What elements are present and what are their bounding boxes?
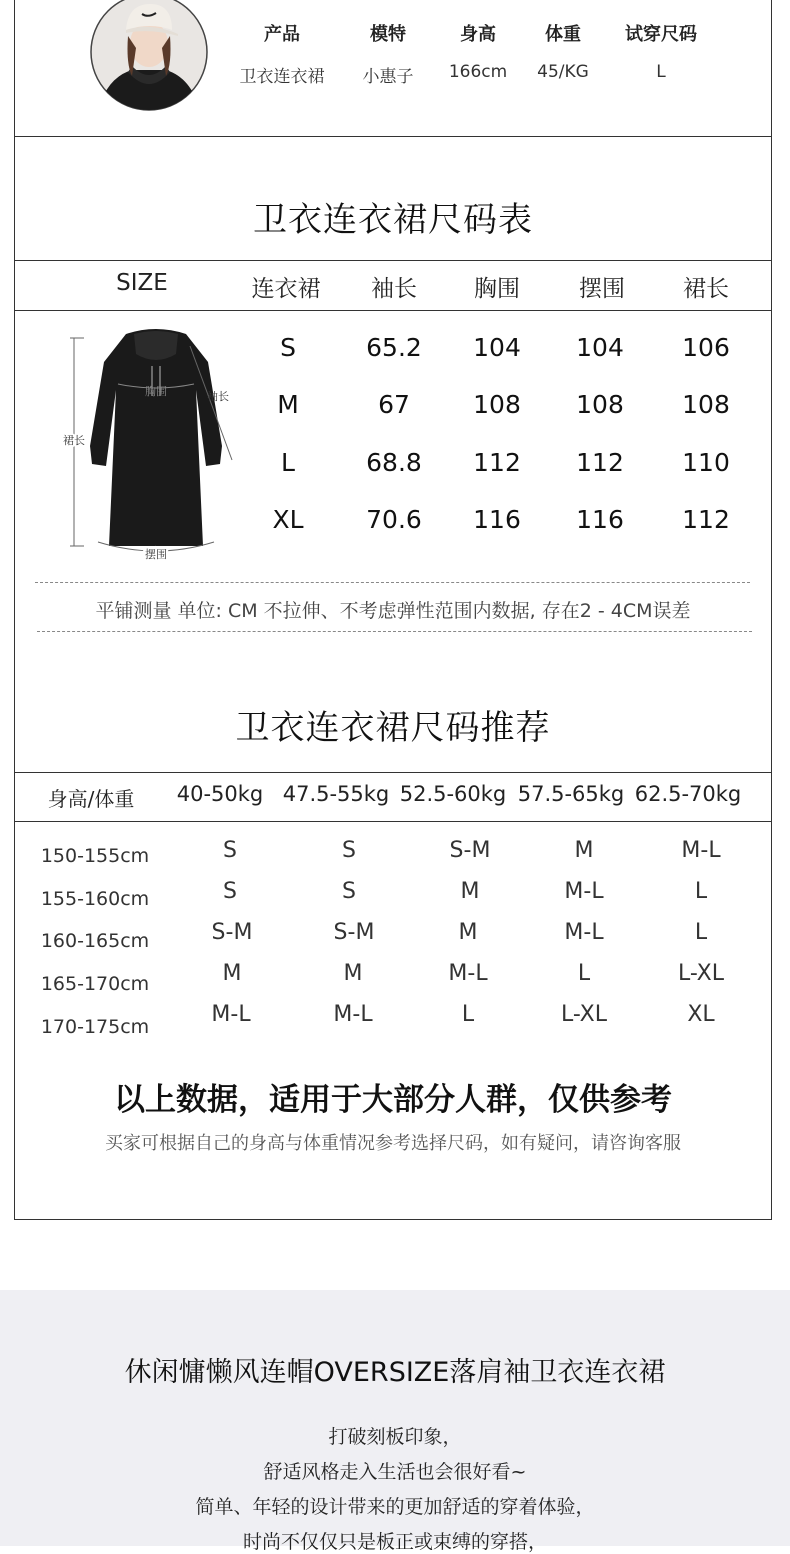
length-cell: 108 [682, 390, 730, 419]
size-header-length: 裙长 [683, 276, 729, 302]
size-cell: L [281, 448, 295, 477]
model-avatar [88, 0, 210, 112]
recommend-size-cell: M-L [333, 1002, 373, 1027]
recommend-size-cell: XL [687, 1002, 715, 1027]
recommend-size-cell: S-M [449, 838, 491, 863]
model-value-weight: 45/KG [537, 62, 589, 82]
chest-cell: 112 [473, 448, 521, 477]
model-header-height: 身高 [460, 24, 496, 45]
reference-summary: 以上数据，适用于大部分人群，仅供参考 [114, 1082, 672, 1118]
weight-header: 47.5-55kg [282, 782, 390, 806]
recommend-size-cell: S [342, 879, 356, 904]
recommend-size-cell: L-XL [677, 961, 725, 986]
hem-cell: 104 [576, 333, 624, 362]
intro-line: 简单、年轻的设计带来的更加舒适的穿着体验， [195, 1496, 595, 1518]
diagram-label-chest: 胸围 [145, 385, 167, 398]
recommend-size-cell: L [694, 879, 708, 904]
recommend-size-cell: M [343, 961, 363, 986]
recommend-size-cell: M-L [564, 879, 604, 904]
divider [14, 260, 772, 261]
chest-cell: 104 [473, 333, 521, 362]
recommend-size-cell: L [577, 961, 591, 986]
height-weight-header: 身高/体重 [47, 787, 135, 811]
divider [14, 821, 772, 822]
size-header-size: SIZE [116, 270, 168, 296]
size-header-hem: 摆围 [579, 276, 625, 302]
sleeve-cell: 65.2 [366, 333, 422, 362]
size-header-dress: 连衣裙 [251, 276, 321, 302]
size-cell: XL [272, 505, 304, 534]
recommend-size-cell: M [458, 920, 478, 945]
reference-advice: 买家可根据自己的身高与体重情况参考选择尺码，如有疑问，请咨询客服 [105, 1133, 681, 1154]
model-value-model: 小惠子 [362, 67, 414, 87]
recommend-size-cell: M-L [564, 920, 604, 945]
diagram-label-hem: 摆围 [145, 548, 167, 561]
length-cell: 106 [682, 333, 730, 362]
size-cell: M [277, 390, 299, 419]
weight-header: 62.5-70kg [634, 782, 742, 806]
hem-cell: 116 [576, 505, 624, 534]
chest-cell: 108 [473, 390, 521, 419]
weight-header: 52.5-60kg [399, 782, 507, 806]
sleeve-cell: 70.6 [366, 505, 422, 534]
size-header-chest: 胸围 [474, 276, 520, 302]
diagram-label-sleeve: 袖长 [207, 390, 229, 403]
divider [14, 772, 772, 773]
model-value-trial-size: L [656, 62, 666, 82]
dashed-divider [35, 582, 750, 583]
recommend-size-cell: M [222, 961, 242, 986]
dashed-divider [37, 631, 752, 632]
height-cell: 160-165cm [40, 930, 150, 952]
model-value-product: 卫衣连衣裙 [239, 67, 325, 87]
height-cell: 165-170cm [40, 973, 150, 995]
recommend-title: 卫衣连衣裙尺码推荐 [235, 708, 551, 748]
sleeve-cell: 68.8 [366, 448, 422, 477]
length-cell: 112 [682, 505, 730, 534]
diagram-label-length: 裙长 [63, 434, 85, 447]
product-intro-section [0, 1290, 790, 1553]
length-cell: 110 [682, 448, 730, 477]
recommend-size-cell: M [460, 879, 480, 904]
recommend-size-cell: L [461, 1002, 475, 1027]
recommend-size-cell: S [223, 838, 237, 863]
recommend-size-cell: L-XL [560, 1002, 608, 1027]
recommend-size-cell: M-L [448, 961, 488, 986]
height-cell: 150-155cm [40, 845, 150, 867]
size-chart-title: 卫衣连衣裙尺码表 [253, 200, 533, 240]
model-header-weight: 体重 [545, 24, 581, 45]
model-header-trial-size: 试穿尺码 [625, 24, 697, 45]
recommend-size-cell: M-L [681, 838, 721, 863]
intro-line: 舒适风格走入生活也会很好看~ [263, 1461, 527, 1483]
sleeve-cell: 67 [378, 390, 410, 419]
height-cell: 155-160cm [40, 888, 150, 910]
recommend-size-cell: S [223, 879, 237, 904]
hem-cell: 112 [576, 448, 624, 477]
product-slogan: 休闲慵懒风连帽OVERSIZE落肩袖卫衣连衣裙 [124, 1357, 666, 1388]
recommend-size-cell: S-M [211, 920, 253, 945]
measurement-note: 平铺测量 单位: CM 不拉伸、不考虑弹性范围内数据, 存在2 - 4CM误差 [95, 600, 691, 622]
recommend-size-cell: L [694, 920, 708, 945]
hem-cell: 108 [576, 390, 624, 419]
recommend-size-cell: S-M [333, 920, 375, 945]
model-header-model: 模特 [370, 24, 406, 45]
model-header-product: 产品 [264, 24, 300, 45]
intro-line: 时尚不仅仅只是板正或束缚的穿搭， [242, 1531, 547, 1553]
height-cell: 170-175cm [40, 1016, 150, 1038]
model-value-height: 166cm [448, 62, 508, 82]
intro-line: 打破刻板印象， [328, 1426, 462, 1448]
weight-header: 57.5-65kg [517, 782, 625, 806]
divider [14, 136, 772, 137]
size-cell: S [280, 333, 296, 362]
chest-cell: 116 [473, 505, 521, 534]
hoodie-dress-diagram [56, 326, 246, 562]
weight-header: 40-50kg [176, 782, 264, 806]
recommend-size-cell: M-L [211, 1002, 251, 1027]
divider [14, 310, 772, 311]
recommend-size-cell: S [342, 838, 356, 863]
recommend-size-cell: M [574, 838, 594, 863]
size-header-sleeve: 袖长 [371, 276, 417, 302]
